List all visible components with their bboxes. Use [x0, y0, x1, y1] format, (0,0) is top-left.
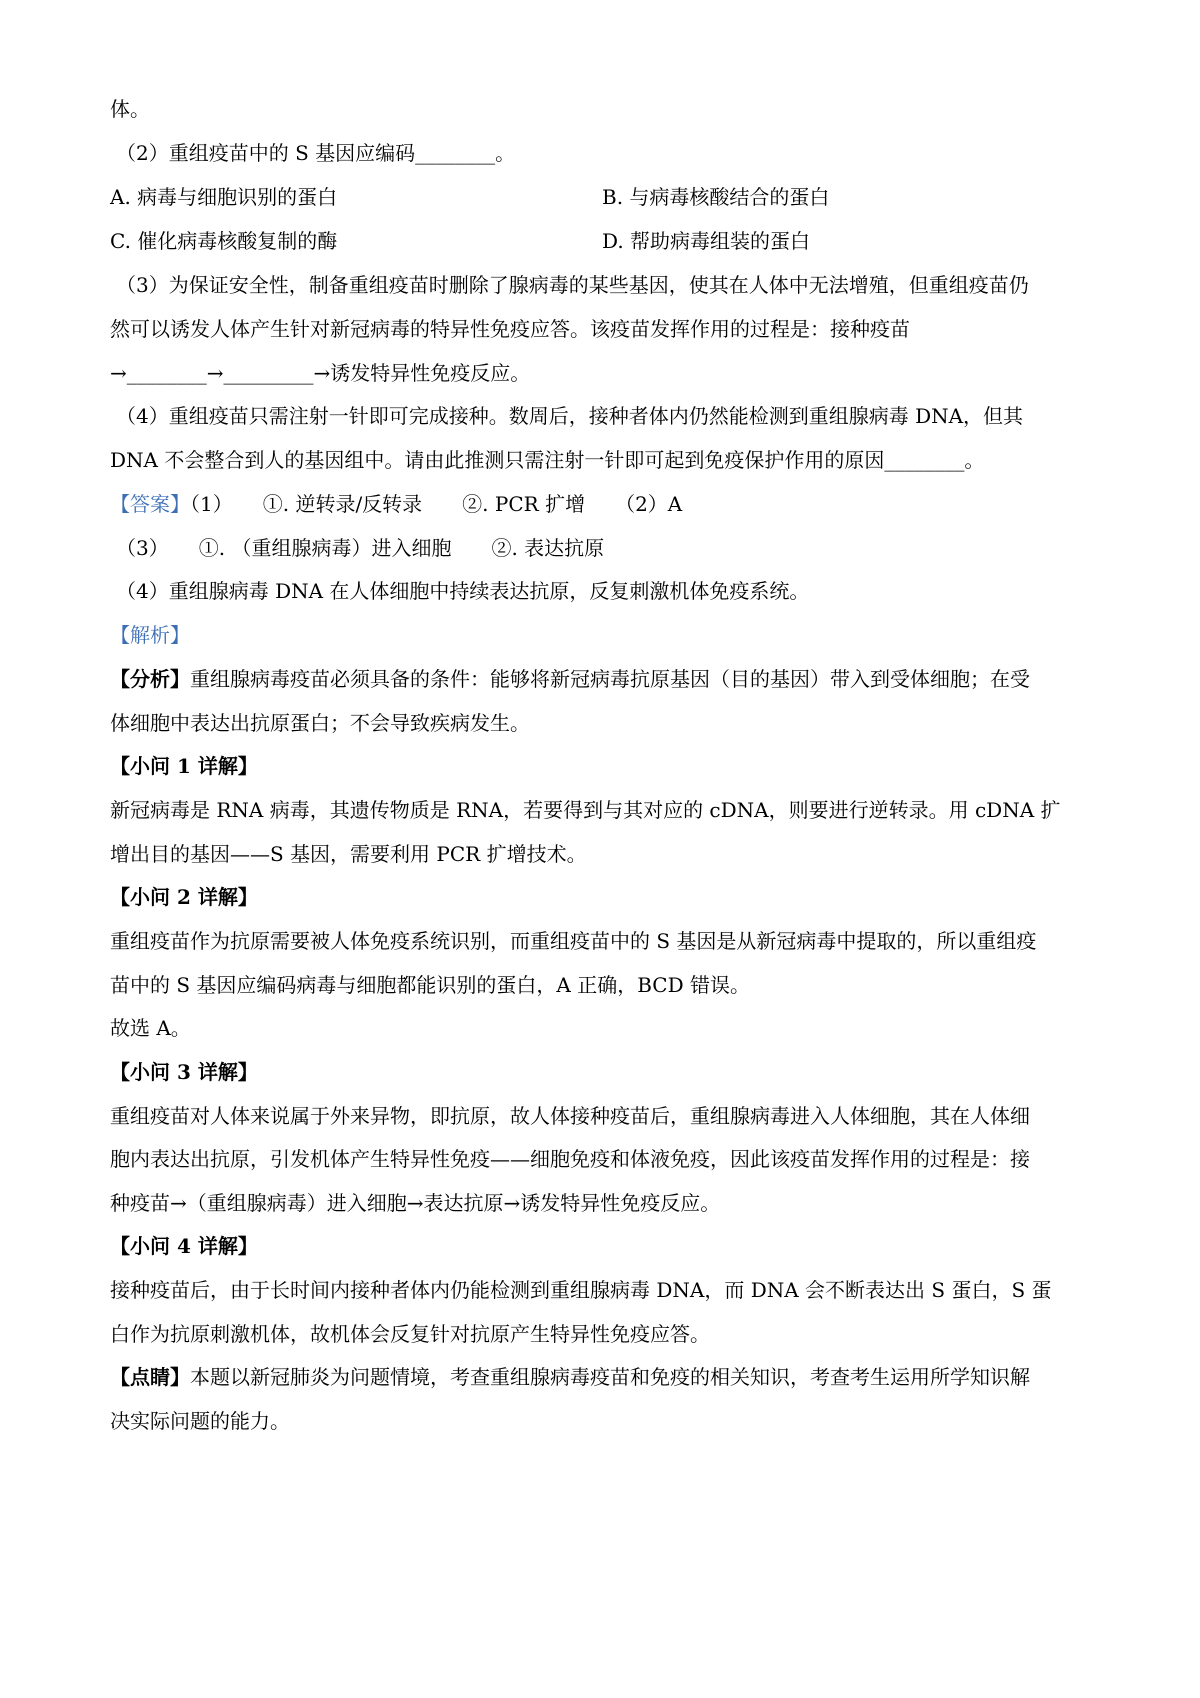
answer-label: 【答案】: [110, 492, 190, 516]
q2-option-a: A. 病毒与细胞识别的蛋白: [110, 185, 338, 209]
fenxi-line-1: [110, 666, 1100, 692]
subq3-line-2: 胞内表达出抗原，引发机体产生特异性免疫——细胞免疫和体液免疫，因此该疫苗发挥作用的过程是：接: [110, 1147, 1030, 1171]
q4-line-1: （4）重组疫苗只需注射一针即可完成接种。数周后，接种者体内仍然能检测到重组腺病毒 DNA，但其: [116, 404, 1024, 428]
subq4-line-2: 白作为抗原刺激机体，故机体会反复针对抗原产生特异性免疫应答。: [110, 1322, 710, 1346]
q2-stem: （2）重组疫苗中的 S 基因应编码________。: [116, 141, 516, 165]
subq1-line-1: 新冠病毒是 RNA 病毒，其遗传物质是 RNA，若要得到与其对应的 cDNA，则要进行逆转录。用 cDNA 扩: [110, 798, 1061, 822]
fenxi-label: 【分析】: [110, 667, 190, 691]
fenxi-line-2: 体细胞中表达出抗原蛋白；不会导致疾病发生。: [110, 711, 530, 735]
dianjing-line-1: [110, 1364, 1100, 1390]
subq2-line-2: 苗中的 S 基因应编码病毒与细胞都能识别的蛋白，A 正确，BCD 错误。: [110, 973, 750, 997]
subq4-label: 【小问 4 详解】: [110, 1234, 258, 1258]
analysis-label: 【解析】: [110, 623, 190, 647]
answer-part-1: （1） ①. 逆转录/反转录 ②. PCR 扩增 （2）A: [190, 492, 683, 516]
answer-line-3: （4）重组腺病毒 DNA 在人体细胞中持续表达抗原，反复刺激机体免疫系统。: [116, 579, 810, 603]
subq4-line-1: 接种疫苗后，由于长时间内接种者体内仍能检测到重组腺病毒 DNA，而 DNA 会不断表达出 S 蛋白，S 蛋: [110, 1278, 1052, 1302]
q3-line-1: （3）为保证安全性，制备重组疫苗时删除了腺病毒的某些基因，使其在人体中无法增殖，但重组疫苗仍: [116, 273, 1029, 297]
q3-line-2: 然可以诱发人体产生针对新冠病毒的特异性免疫应答。该疫苗发挥作用的过程是：接种疫苗: [110, 317, 910, 341]
subq3-label: 【小问 3 详解】: [110, 1060, 258, 1084]
dianjing-line-2: 决实际问题的能力。: [110, 1409, 290, 1433]
q2-option-b: B. 与病毒核酸结合的蛋白: [602, 185, 830, 209]
subq2-label: 【小问 2 详解】: [110, 885, 258, 909]
subq1-label: 【小问 1 详解】: [110, 754, 258, 778]
subq1-line-2: 增出目的基因——S 基因，需要利用 PCR 扩增技术。: [110, 842, 587, 866]
q3-line-3: →________→_________→诱发特异性免疫反应。: [110, 361, 531, 385]
q2-option-d: D. 帮助病毒组装的蛋白: [602, 229, 811, 253]
q1-tail: 体。: [110, 97, 150, 121]
subq3-line-1: 重组疫苗对人体来说属于外来异物，即抗原，故人体接种疫苗后，重组腺病毒进入人体细胞，其在人体细: [110, 1104, 1030, 1128]
q2-option-c: C. 催化病毒核酸复制的酶: [110, 229, 338, 253]
dianjing-label: 【点睛】: [110, 1365, 190, 1389]
answer-line-1: [110, 491, 1100, 517]
fenxi-text-1: 重组腺病毒疫苗必须具备的条件：能够将新冠病毒抗原基因（目的基因）带入到受体细胞；在受: [190, 667, 1030, 691]
q4-line-2: DNA 不会整合到人的基因组中。请由此推测只需注射一针即可起到免疫保护作用的原因________。: [110, 448, 985, 472]
dianjing-text-1: 本题以新冠肺炎为问题情境，考查重组腺病毒疫苗和免疫的相关知识，考查考生运用所学知识解: [190, 1365, 1030, 1389]
answer-line-2: （3） ①. （重组腺病毒）进入细胞 ②. 表达抗原: [116, 536, 605, 560]
subq3-line-3: 种疫苗→（重组腺病毒）进入细胞→表达抗原→诱发特异性免疫反应。: [110, 1191, 721, 1215]
subq2-line-3: 故选 A。: [110, 1016, 191, 1040]
subq2-line-1: 重组疫苗作为抗原需要被人体免疫系统识别，而重组疫苗中的 S 基因是从新冠病毒中提取的，所以重组疫: [110, 929, 1037, 953]
